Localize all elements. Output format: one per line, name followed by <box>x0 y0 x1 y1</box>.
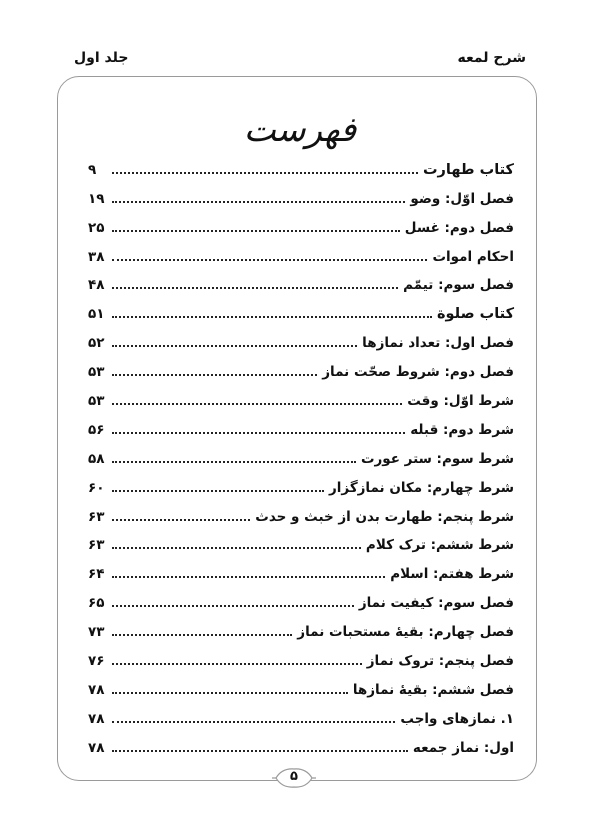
toc-leader-dots <box>112 490 324 492</box>
toc-entry-page: ۱۹ <box>88 190 105 207</box>
toc-entry-label: فصل سوم: کیفیت نماز <box>358 595 514 612</box>
toc-title: فهرست <box>243 110 357 150</box>
toc-entry-page: ۷۸ <box>88 681 105 698</box>
toc-leader-dots <box>112 634 292 636</box>
toc-entry <box>88 733 514 762</box>
page-number-badge <box>272 766 316 790</box>
toc-entry <box>88 646 514 675</box>
toc-leader-dots <box>112 692 348 694</box>
toc-leader-dots <box>112 519 250 521</box>
toc-entry-label: فصل چهارم: بقیۀ مستحبات نماز <box>297 624 514 641</box>
toc-entry-label: شرط چهارم: مکان نمازگزار <box>329 479 514 496</box>
toc-leader-dots <box>112 605 354 607</box>
toc-entry <box>88 155 514 184</box>
toc-entry <box>88 588 514 617</box>
toc-entry-label: شرط هفتم: اسلام <box>390 566 514 583</box>
toc-entry-label: شرط پنجم: طهارت بدن از خبث و حدث <box>255 508 514 525</box>
toc-entry <box>88 299 514 328</box>
toc-entry-page: ۵۶ <box>88 421 105 438</box>
toc-entry <box>88 271 514 300</box>
toc-entry-page: ۷۸ <box>88 739 105 756</box>
toc-entry-label: فصل اول: تعداد نمازها <box>362 335 514 352</box>
toc-entry-page: ۶۰ <box>88 479 105 496</box>
toc-leader-dots <box>112 461 356 463</box>
toc-entry-label: فصل ششم: بقیۀ نمازها <box>352 681 514 698</box>
toc-leader-dots <box>112 201 405 203</box>
toc-entry <box>88 675 514 704</box>
toc-leader-dots <box>112 172 418 174</box>
toc-entry <box>88 328 514 357</box>
toc-leader-dots <box>112 287 398 289</box>
toc-entry <box>88 502 514 531</box>
toc-entry-page: ۶۵ <box>88 595 105 612</box>
toc-leader-dots <box>112 230 400 232</box>
toc-entry-page: ۶۳ <box>88 508 105 525</box>
toc-entry <box>88 415 514 444</box>
toc-entry-label: فصل دوم: شروط صحّت نماز <box>322 364 514 381</box>
toc-entry-page: ۷۸ <box>88 710 105 727</box>
toc-entry <box>88 242 514 271</box>
toc-entry-label: ۱. نمازهای واجب <box>400 710 514 727</box>
toc-entry <box>88 213 514 242</box>
toc-entry-label: فصل دوم: غسل <box>404 219 514 236</box>
toc-entry-label: اول: نماز جمعه <box>412 739 514 756</box>
toc-list <box>88 155 514 762</box>
toc-entry <box>88 704 514 733</box>
toc-entry-page: ۶۳ <box>88 537 105 554</box>
toc-entry-page: ۵۲ <box>88 335 105 352</box>
toc-entry-page: ۵۱ <box>88 306 105 323</box>
toc-entry-label: شرط اوّل: وقت <box>407 393 514 410</box>
toc-entry <box>88 617 514 646</box>
running-head-book-title: شرح لمعه <box>457 50 526 66</box>
toc-leader-dots <box>112 547 361 549</box>
toc-entry-page: ۳۸ <box>88 248 105 265</box>
toc-entry-label: فصل پنجم: تروک نماز <box>366 653 514 670</box>
toc-entry <box>88 473 514 502</box>
toc-leader-dots <box>112 663 362 665</box>
toc-entry-label: فصل اوّل: وضو <box>410 190 514 207</box>
toc-leader-dots <box>112 345 357 347</box>
toc-entry-page: ۵۸ <box>88 450 105 467</box>
toc-entry-label: کتاب صلوة <box>437 306 514 323</box>
toc-entry-label: احکام اموات <box>432 248 514 265</box>
toc-entry <box>88 444 514 473</box>
toc-entry-label: کتاب طهارت <box>422 161 514 178</box>
toc-entry <box>88 559 514 588</box>
toc-entry-label: شرط دوم: قبله <box>410 421 514 438</box>
toc-leader-dots <box>112 403 402 405</box>
toc-entry-label: شرط ششم: ترک کلام <box>365 537 514 554</box>
toc-leader-dots <box>112 750 408 752</box>
running-head-volume: جلد اول <box>74 50 129 66</box>
toc-leader-dots <box>112 721 395 723</box>
toc-entry <box>88 184 514 213</box>
toc-entry <box>88 531 514 560</box>
toc-entry <box>88 386 514 415</box>
toc-leader-dots <box>112 316 432 318</box>
toc-entry-page: ۷۳ <box>88 624 105 641</box>
toc-leader-dots <box>112 576 385 578</box>
toc-entry-page: ۲۵ <box>88 219 105 236</box>
toc-entry-page: ۵۳ <box>88 393 105 410</box>
toc-entry-label: فصل سوم: تیمّم <box>403 277 514 294</box>
toc-leader-dots <box>112 374 317 376</box>
toc-entry-page: ۴۸ <box>88 277 105 294</box>
toc-entry-page: ۷۶ <box>88 653 105 670</box>
page-number: ۵ <box>290 769 298 784</box>
toc-entry-label: شرط سوم: ستر عورت <box>360 450 514 467</box>
toc-leader-dots <box>112 259 427 261</box>
toc-entry-page: ۶۴ <box>88 566 105 583</box>
toc-entry-page: ۹ <box>88 161 97 178</box>
toc-entry <box>88 357 514 386</box>
toc-leader-dots <box>112 432 405 434</box>
toc-entry-page: ۵۳ <box>88 364 105 381</box>
